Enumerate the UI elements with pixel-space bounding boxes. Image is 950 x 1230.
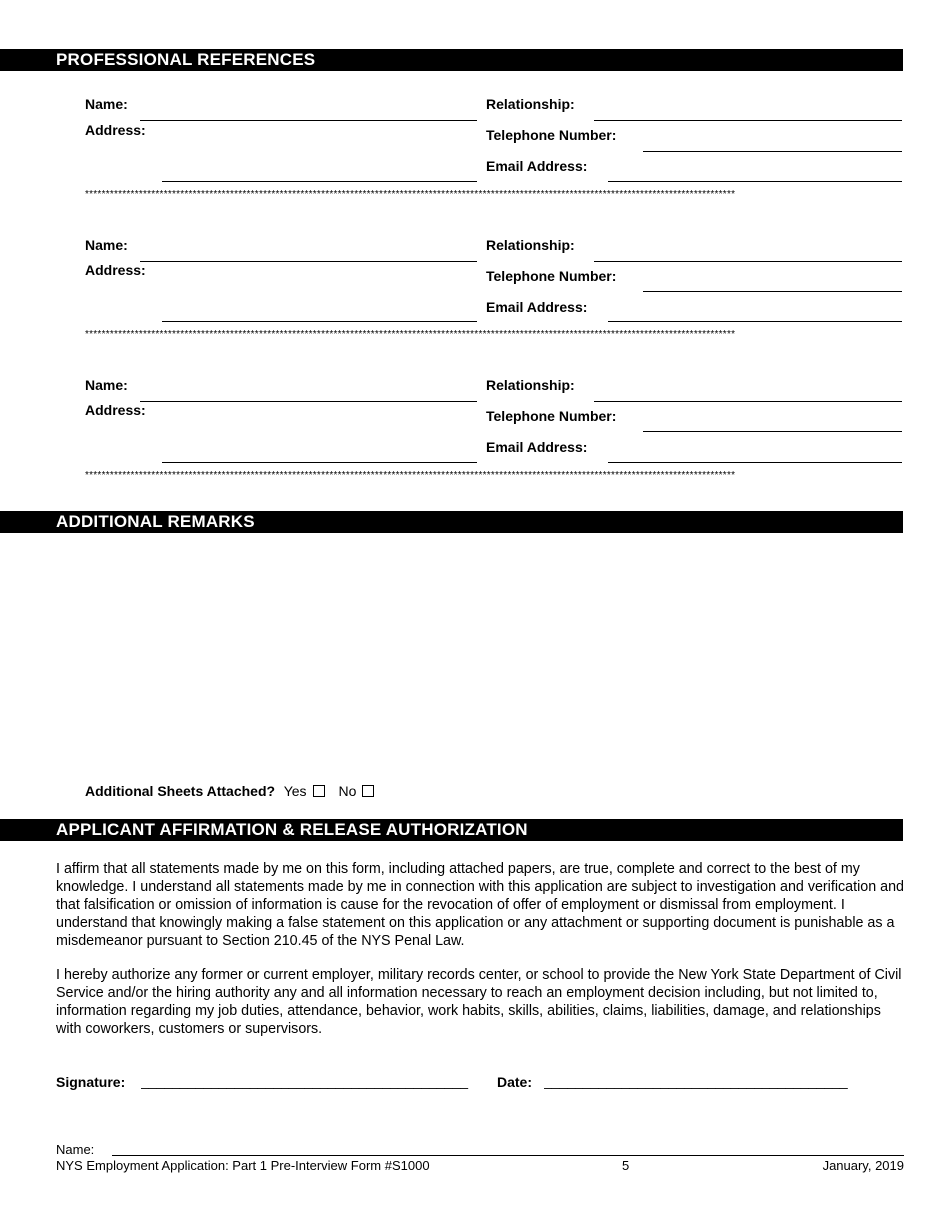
section-header-professional-references: PROFESSIONAL REFERENCES bbox=[0, 49, 903, 71]
section-header-affirmation: APPLICANT AFFIRMATION & RELEASE AUTHORIZATION bbox=[0, 819, 903, 841]
name-label: Name: bbox=[85, 96, 128, 112]
relationship-label: Relationship: bbox=[486, 237, 575, 253]
yes-checkbox[interactable] bbox=[313, 785, 325, 797]
footer-form-title: NYS Employment Application: Part 1 Pre-Interview Form #S1000 bbox=[56, 1158, 430, 1173]
separator: ************************************************************************************************************************************************************* bbox=[85, 471, 736, 481]
email-field[interactable] bbox=[608, 462, 902, 463]
address-field[interactable] bbox=[162, 321, 477, 322]
email-label: Email Address: bbox=[486, 299, 588, 315]
signature-label: Signature: bbox=[56, 1074, 126, 1090]
name-label: Name: bbox=[85, 377, 128, 393]
date-label: Date: bbox=[497, 1074, 533, 1090]
section-header-additional-remarks: ADDITIONAL REMARKS bbox=[0, 511, 903, 533]
telephone-label: Telephone Number: bbox=[486, 268, 617, 284]
affirmation-paragraph: I affirm that all statements made by me on this form, including attached papers, are true, complete and correct to the best of my knowledge. I understand all statements made by me in connection with this application are subject to investigation and verification and that falsification or omission of information is cause for the revocation of offer of employment or dismissal from employment. I understand that knowingly making a false statement on this application or any attachment or supporting document is punishable as a misdemeanor pursuant to Section 210.45 of the NYS Penal Law. bbox=[56, 861, 904, 949]
address-field[interactable] bbox=[162, 181, 477, 182]
relationship-field[interactable] bbox=[594, 401, 902, 402]
address-field[interactable] bbox=[162, 462, 477, 463]
footer-name-label: Name: bbox=[56, 1142, 95, 1157]
authorization-paragraph: I hereby authorize any former or current employer, military records center, or school to provide the New York State Department of Civil Service and/or the hiring authority any and all information necessary to reach an employment decision including, but not limited to, information regarding my job duties, attendance, behavior, work habits, skills, abilities, claims, liabilities, damage, and relationships with coworkers, customers or supervisors. bbox=[56, 967, 902, 1037]
address-label: Address: bbox=[85, 402, 146, 418]
separator: ************************************************************************************************************************************************************* bbox=[85, 190, 736, 200]
telephone-field[interactable] bbox=[643, 291, 902, 292]
footer-date: January, 2019 bbox=[822, 1158, 904, 1173]
yes-label: Yes bbox=[283, 783, 307, 799]
remarks-area[interactable] bbox=[56, 540, 904, 770]
name-field[interactable] bbox=[140, 401, 477, 402]
telephone-field[interactable] bbox=[643, 151, 902, 152]
signature-field[interactable]: __________________________________________ bbox=[141, 1073, 469, 1089]
footer-page-number: 5 bbox=[622, 1158, 630, 1173]
additional-sheets-row bbox=[85, 783, 388, 799]
email-label: Email Address: bbox=[486, 158, 588, 174]
name-field[interactable] bbox=[140, 120, 477, 121]
additional-sheets-label: Additional Sheets Attached? bbox=[85, 783, 276, 799]
telephone-label: Telephone Number: bbox=[486, 127, 617, 143]
name-label: Name: bbox=[85, 237, 128, 253]
address-label: Address: bbox=[85, 262, 146, 278]
telephone-label: Telephone Number: bbox=[486, 408, 617, 424]
telephone-field[interactable] bbox=[643, 431, 902, 432]
separator: ************************************************************************************************************************************************************* bbox=[85, 330, 736, 340]
email-field[interactable] bbox=[608, 181, 902, 182]
relationship-label: Relationship: bbox=[486, 96, 575, 112]
address-label: Address: bbox=[85, 122, 146, 138]
relationship-field[interactable] bbox=[594, 120, 902, 121]
no-checkbox[interactable] bbox=[362, 785, 374, 797]
name-field[interactable] bbox=[140, 261, 477, 262]
relationship-field[interactable] bbox=[594, 261, 902, 262]
footer-name-field[interactable] bbox=[112, 1155, 904, 1156]
relationship-label: Relationship: bbox=[486, 377, 575, 393]
no-label: No bbox=[338, 783, 357, 799]
date-field[interactable]: _______________________________________ bbox=[544, 1073, 848, 1089]
email-label: Email Address: bbox=[486, 439, 588, 455]
email-field[interactable] bbox=[608, 321, 902, 322]
